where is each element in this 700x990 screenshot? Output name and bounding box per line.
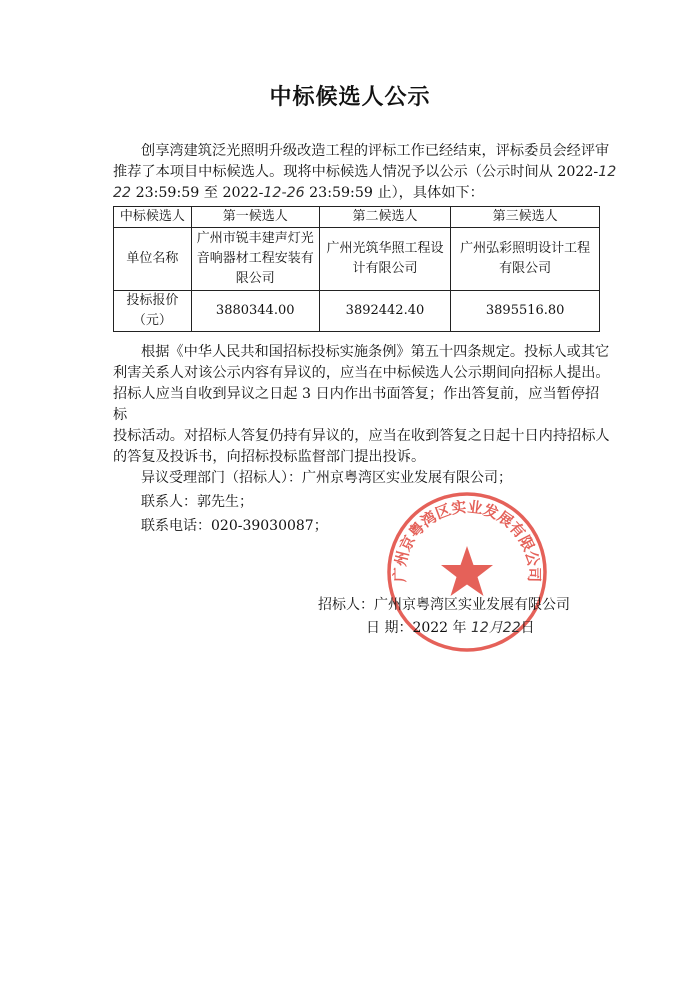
price-label: 投标报价 （元） (114, 291, 192, 332)
intro-line-3: 22 23:59:59 至 2022-12-26 23:59:59 止），具体如下： (113, 185, 484, 201)
notice-line: 的答复及投诉书，向招标投标监督部门提出投诉。 (113, 449, 426, 465)
unit-cell: 广州市锐丰建声灯光音响器材工程安装有限公司 (191, 228, 319, 291)
intro-paragraph (113, 141, 617, 204)
header-cell: 中标候选人 (114, 207, 192, 228)
price-cell: 3880344.00 (191, 291, 319, 332)
objection-dept: 异议受理部门（招标人）：广州京粤湾区实业发展有限公司； (141, 470, 512, 486)
contact-person: 联系人：郭先生； (141, 494, 253, 510)
intro-line-1: 创享湾建筑泛光照明升级改造工程的评标工作已经结束，评标委员会经评审 (141, 143, 610, 159)
handwritten-day-start: 22 (113, 185, 132, 201)
unit-cell: 广州光筑华照工程设计有限公司 (319, 228, 451, 291)
header-cell: 第三候选人 (451, 207, 600, 228)
notice-paragraph (113, 342, 613, 468)
table-row-price (114, 291, 600, 332)
header-cell: 第一候选人 (191, 207, 319, 228)
handwritten-date: 12月22 (470, 620, 521, 636)
contact-phone: 联系电话：020-39030087； (141, 518, 328, 534)
notice-line: 根据《中华人民共和国招标投标实施条例》第五十四条规定。投标人或其它 (141, 344, 610, 360)
intro-line-2: 推荐了本项目中标候选人。现将中标候选人情况予以公示（公示时间从 2022-12 (113, 164, 617, 180)
seal-star-icon (441, 546, 493, 596)
notice-line: 招标人应当自收到异议之日起 3 日内作出书面答复；作出答复前，应当暂停招标 (113, 386, 600, 423)
candidates-table (113, 206, 600, 332)
handwritten-month-start: 12 (598, 164, 617, 180)
table-header-row (114, 207, 600, 228)
seal-text: 广州京粤湾区实业发展有限公司 (390, 497, 544, 583)
notice-line: 利害关系人对该公示内容有异议的，应当在中标候选人公示期间向招标人提出。 (113, 365, 610, 381)
unit-label: 单位名称 (114, 228, 192, 291)
date-line: 日 期：2022 年 12月22日 (366, 620, 535, 636)
notice-line: 投标活动。对招标人答复仍持有异议的，应当在收到答复之日起十日内持招标人 (113, 428, 610, 444)
handwritten-end-date: 12-26 (263, 185, 305, 201)
table-row-unit (114, 228, 600, 291)
header-cell: 第二候选人 (319, 207, 451, 228)
price-cell: 3892442.40 (319, 291, 451, 332)
unit-cell: 广州弘彩照明设计工程有限公司 (451, 228, 600, 291)
tenderer-line: 招标人：广州京粤湾区实业发展有限公司 (318, 597, 570, 613)
page-title: 中标候选人公示 (269, 85, 431, 110)
price-cell: 3895516.80 (451, 291, 600, 332)
